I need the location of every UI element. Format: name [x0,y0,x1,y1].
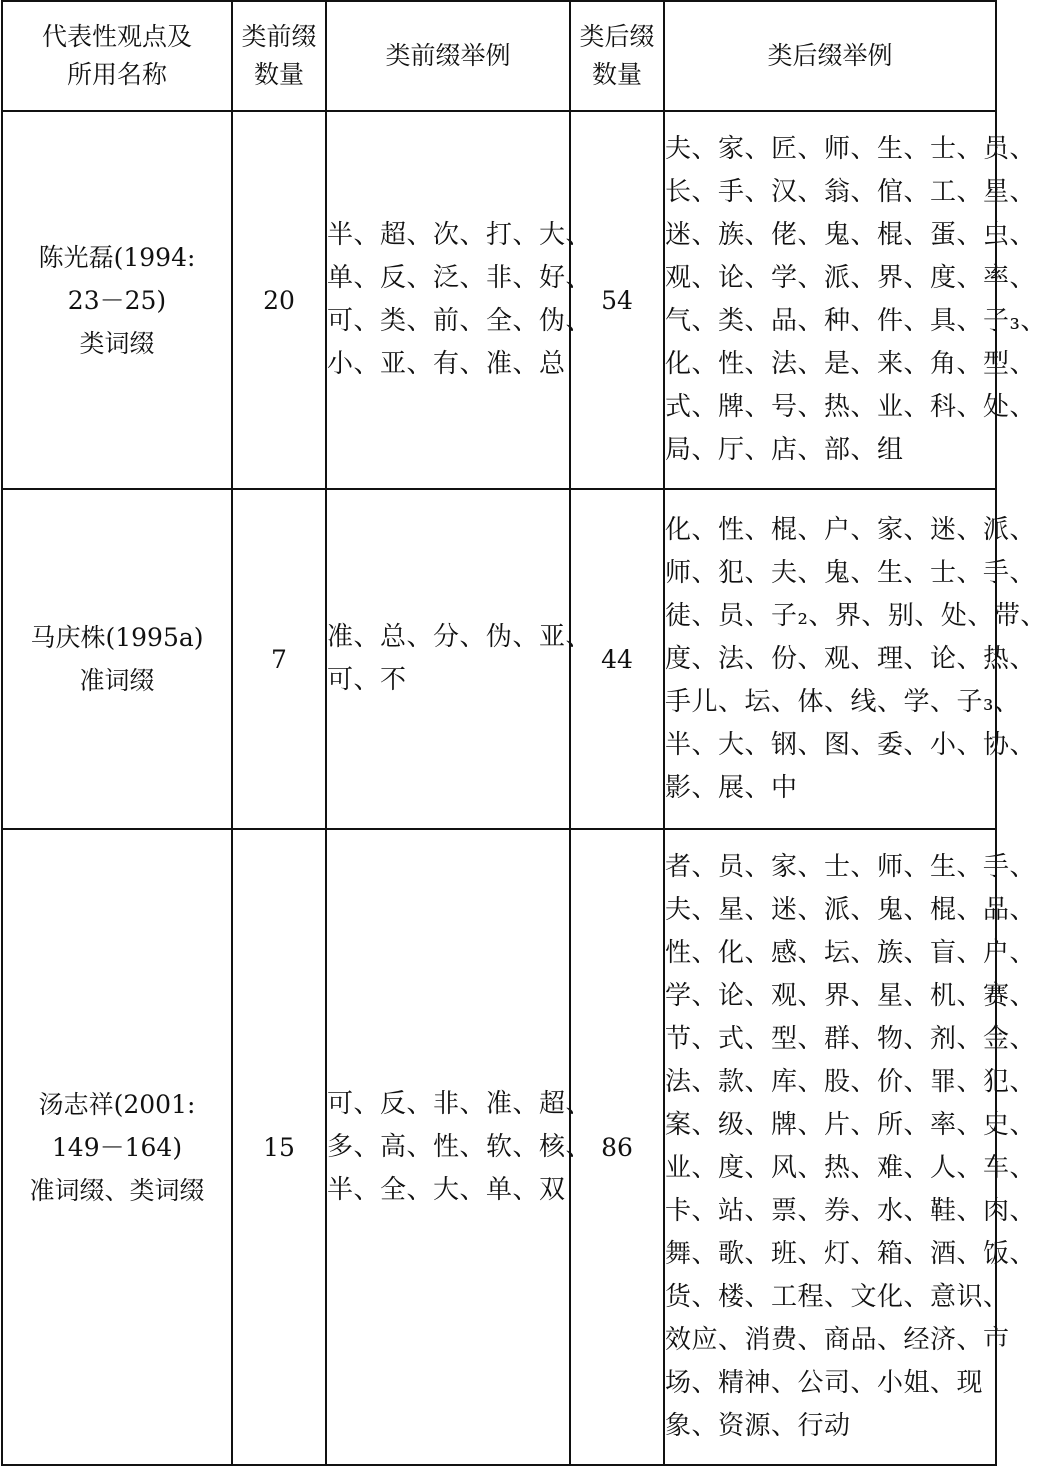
header-view-line2: 所用名称 [66,60,167,89]
text-line: 者、员、家、士、师、生、手、 [665,852,1037,882]
text-line: 单、反、泛、非、好、 [327,263,593,293]
view-cell [2,829,232,1465]
text-line: 汤志祥(2001: [38,1089,196,1119]
header-prefix-examples [326,1,570,111]
text-line: 式、牌、号、热、业、科、处、 [665,392,1037,422]
suffix-examples-cell [664,111,1047,489]
text-line: 局、厅、店、部、组 [665,435,904,465]
table-row [2,489,996,829]
suffix-count-cell: 54 [570,111,664,489]
text-line: 象、资源、行动 [665,1411,851,1441]
header-suffix-count [570,1,664,111]
text-line: 可、反、非、准、超、 [327,1088,593,1119]
text-line: 准、总、分、伪、亚、 [327,622,593,652]
text-line: 气、类、品、种、件、具、子₃、 [665,306,1047,336]
text-line: 化、性、棍、户、家、迷、派、 [665,514,1037,545]
prefix-examples-cell [326,829,593,1465]
text-line: 长、手、汉、翁、倌、工、星、 [665,177,1037,207]
text-line: 149－164) [51,1132,183,1162]
text-line: 货、楼、工程、文化、意识、 [665,1282,1010,1312]
text-line: 准词缀 [79,666,155,695]
text-line: 业、度、风、热、难、人、车、 [665,1153,1037,1183]
view-cell [2,489,232,829]
header-prefix-examples-text: 类前缀举例 [385,41,511,70]
prefix-count-cell: 7 [232,489,326,829]
text-line: 案、级、牌、片、所、率、史、 [665,1110,1037,1140]
header-view-line1: 代表性观点及 [41,22,192,51]
text-line: 半、超、次、打、大、 [327,220,593,250]
text-line: 23－25) [67,285,167,315]
table-row [2,111,996,489]
prefix-count-cell: 15 [232,829,326,1465]
header-suffix-examples-text: 类后缀举例 [767,41,893,70]
prefix-examples-cell [326,111,593,489]
header-prefix-count-line2: 数量 [253,60,304,89]
text-line: 陈光磊(1994: [38,242,196,272]
header-prefix-count [232,1,326,111]
text-line: 可、类、前、全、伪、 [327,306,593,336]
text-line: 法、款、库、股、价、罪、犯、 [665,1067,1037,1097]
text-line: 度、法、份、观、理、论、热、 [665,643,1037,674]
text-line: 夫、星、迷、派、鬼、棍、品、 [665,895,1037,925]
text-line: 学、论、观、界、星、机、赛、 [665,981,1037,1011]
header-suffix-count-line1: 类后缀 [579,22,655,51]
text-line: 节、式、型、群、物、剂、金、 [665,1024,1037,1054]
text-line: 可、不 [327,665,407,695]
text-line: 类词缀 [79,328,155,358]
text-line: 卡、站、票、券、水、鞋、肉、 [665,1196,1037,1226]
header-suffix-count-line2: 数量 [591,60,642,89]
text-line: 马庆株(1995a) [30,623,204,652]
text-line: 迷、族、佬、鬼、棍、蛋、虫、 [665,220,1037,250]
text-line: 夫、家、匠、师、生、士、员、 [665,134,1037,164]
header-view [2,1,232,111]
suffix-examples-cell [664,829,1037,1465]
text-line: 师、犯、夫、鬼、生、士、手、 [665,557,1037,588]
text-line: 多、高、性、软、核、 [327,1131,593,1162]
header-row [2,1,996,111]
text-line: 场、精神、公司、小姐、现 [665,1368,984,1398]
text-line: 舞、歌、班、灯、箱、酒、饭、 [665,1239,1037,1269]
affix-table [1,0,1047,1466]
suffix-count-cell: 44 [570,489,664,829]
text-line: 准词缀、类词缀 [29,1175,205,1205]
text-line: 影、展、中 [665,772,798,803]
suffix-count-cell: 86 [570,829,664,1465]
text-line: 小、亚、有、准、总 [327,349,566,379]
text-line: 性、化、感、坛、族、盲、户、 [665,938,1037,968]
view-cell [2,111,232,489]
table-row [2,829,996,1465]
text-line: 效应、消费、商品、经济、市 [665,1325,1010,1355]
header-prefix-count-line1: 类前缀 [241,22,317,51]
text-line: 半、大、钢、图、委、小、协、 [665,729,1037,760]
header-suffix-examples [664,1,996,111]
prefix-count-cell: 20 [232,111,326,489]
suffix-examples-cell [664,489,1047,829]
text-line: 手儿、坛、体、线、学、子₃、 [665,686,1021,717]
prefix-examples-cell [326,489,593,829]
text-line: 徒、员、子₂、界、别、处、带、 [665,600,1047,631]
text-line: 半、全、大、单、双 [327,1174,566,1205]
text-line: 观、论、学、派、界、度、率、 [665,263,1037,293]
text-line: 化、性、法、是、来、角、型、 [665,349,1037,379]
